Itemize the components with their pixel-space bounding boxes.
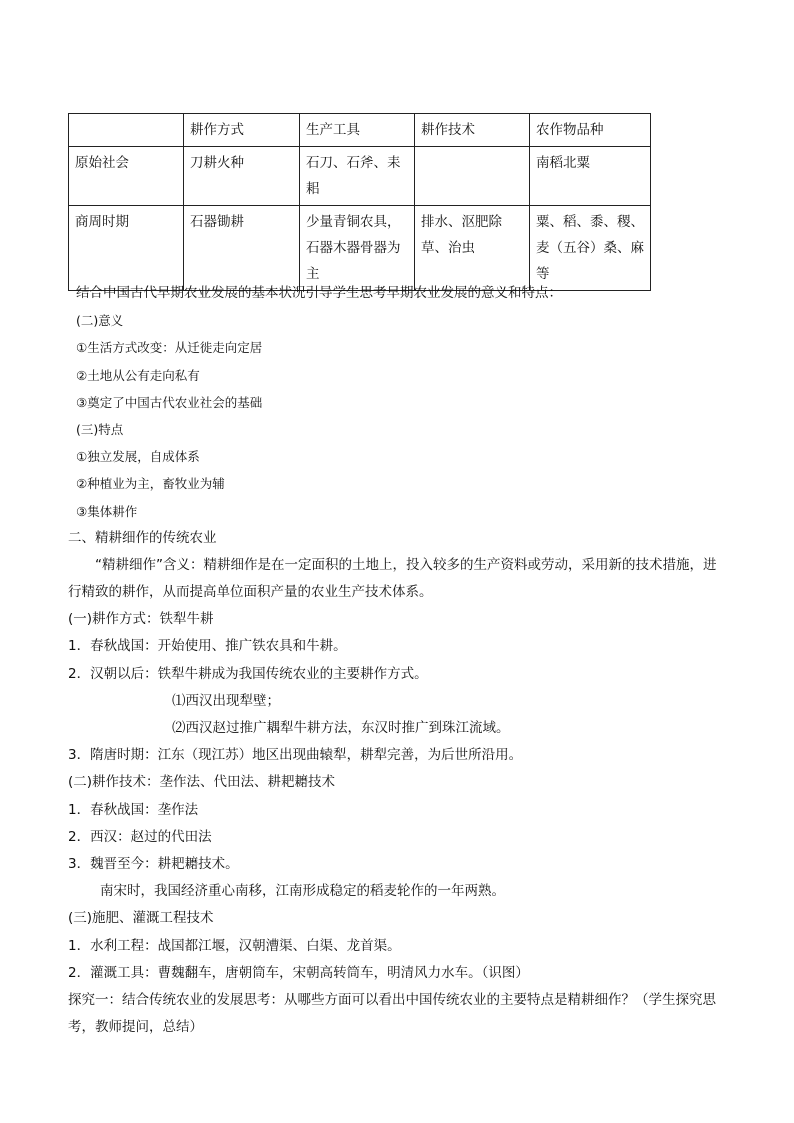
list-item: ③集体耕作 bbox=[76, 503, 138, 519]
table-header-cell: 耕作方式 bbox=[184, 114, 300, 147]
exploration-question: 探究一：结合传统农业的发展思考：从哪些方面可以看出中国传统农业的主要特点是精耕细作？（学生探究思考，教师提问，总结） bbox=[68, 991, 716, 1036]
section-heading: (三)特点 bbox=[76, 421, 124, 437]
section-heading: (二)意义 bbox=[76, 313, 124, 329]
list-item: ②种植业为主，畜牧业为辅 bbox=[76, 476, 225, 492]
list-item: ①独立发展，自成体系 bbox=[76, 449, 200, 465]
sub-list-item: ⑴西汉出现犁壁； bbox=[172, 692, 280, 709]
table-cell: 排水、沤肥除草、治虫 bbox=[415, 206, 530, 291]
part-heading: 二、精耕细作的传统农业 bbox=[68, 529, 217, 546]
table-header-row bbox=[69, 114, 651, 147]
table-header-cell: 生产工具 bbox=[300, 114, 415, 147]
table-cell: 石刀、石斧、耒耜 bbox=[300, 147, 415, 206]
list-item: 2．灌溉工具：曹魏翻车，唐朝筒车，宋朝高转筒车，明清风力水车。（识图） bbox=[68, 964, 529, 981]
subsection-heading: (三)施肥、灌溉工程技术 bbox=[68, 910, 214, 927]
list-item: 2．西汉：赵过的代田法 bbox=[68, 828, 212, 845]
list-item: ③奠定了中国古代农业社会的基础 bbox=[76, 394, 263, 410]
table-header-cell: 耕作技术 bbox=[415, 114, 530, 147]
subsection-heading: (二)耕作技术：垄作法、代田法、耕耙耱技术 bbox=[68, 774, 336, 791]
table-cell bbox=[415, 147, 530, 206]
table-header-cell: 农作物品种 bbox=[530, 114, 651, 147]
intro-line: 结合中国古代早期农业发展的基本状况引导学生思考早期农业发展的意义和特点： bbox=[76, 285, 562, 301]
agriculture-comparison-table bbox=[68, 113, 651, 291]
definition-paragraph: “精耕细作”含义：精耕细作是在一定面积的土地上，投入较多的生产资料或劳动，采用新的技术措施，进行精致的耕作，从而提高单位面积产量的农业生产技术体系。 bbox=[68, 556, 717, 601]
subsection-heading: (一)耕作方式：铁犁牛耕 bbox=[68, 611, 214, 628]
list-item: 2．汉朝以后：铁犁牛耕成为我国传统农业的主要耕作方式。 bbox=[68, 665, 428, 682]
table-cell: 原始社会 bbox=[69, 147, 184, 206]
note-line: 南宋时，我国经济重心南移，江南形成稳定的稻麦轮作的一年两熟。 bbox=[100, 883, 505, 900]
list-item: ①生活方式改变：从迁徙走向定居 bbox=[76, 340, 263, 356]
list-item: ②土地从公有走向私有 bbox=[76, 367, 200, 383]
table-cell: 粟、稻、黍、稷、麦（五谷）桑、麻等 bbox=[530, 206, 651, 291]
list-item: 1．春秋战国：垄作法 bbox=[68, 801, 199, 818]
table-cell: 刀耕火种 bbox=[184, 147, 300, 206]
table-header-cell bbox=[69, 114, 184, 147]
list-item: 3．隋唐时期：江东（现江苏）地区出现曲辕犁，耕犁完善，为后世所沿用。 bbox=[68, 747, 523, 764]
table-cell: 商周时期 bbox=[69, 206, 184, 291]
list-item: 1．水利工程：战国都江堰，汉朝漕渠、白渠、龙首渠。 bbox=[68, 937, 401, 954]
body-text bbox=[68, 280, 756, 1041]
sub-list-item: ⑵西汉赵过推广耦犁牛耕方法，东汉时推广到珠江流域。 bbox=[172, 720, 510, 737]
table-cell: 少量青铜农具，石器木器骨器为主 bbox=[300, 206, 415, 291]
list-item: 1．春秋战国：开始使用、推广铁农具和牛耕。 bbox=[68, 638, 347, 655]
list-item: 3．魏晋至今：耕耙耱技术。 bbox=[68, 855, 239, 872]
table-row bbox=[69, 147, 651, 206]
table-row bbox=[69, 206, 651, 291]
table-cell: 石器锄耕 bbox=[184, 206, 300, 291]
table-cell: 南稻北粟 bbox=[530, 147, 651, 206]
